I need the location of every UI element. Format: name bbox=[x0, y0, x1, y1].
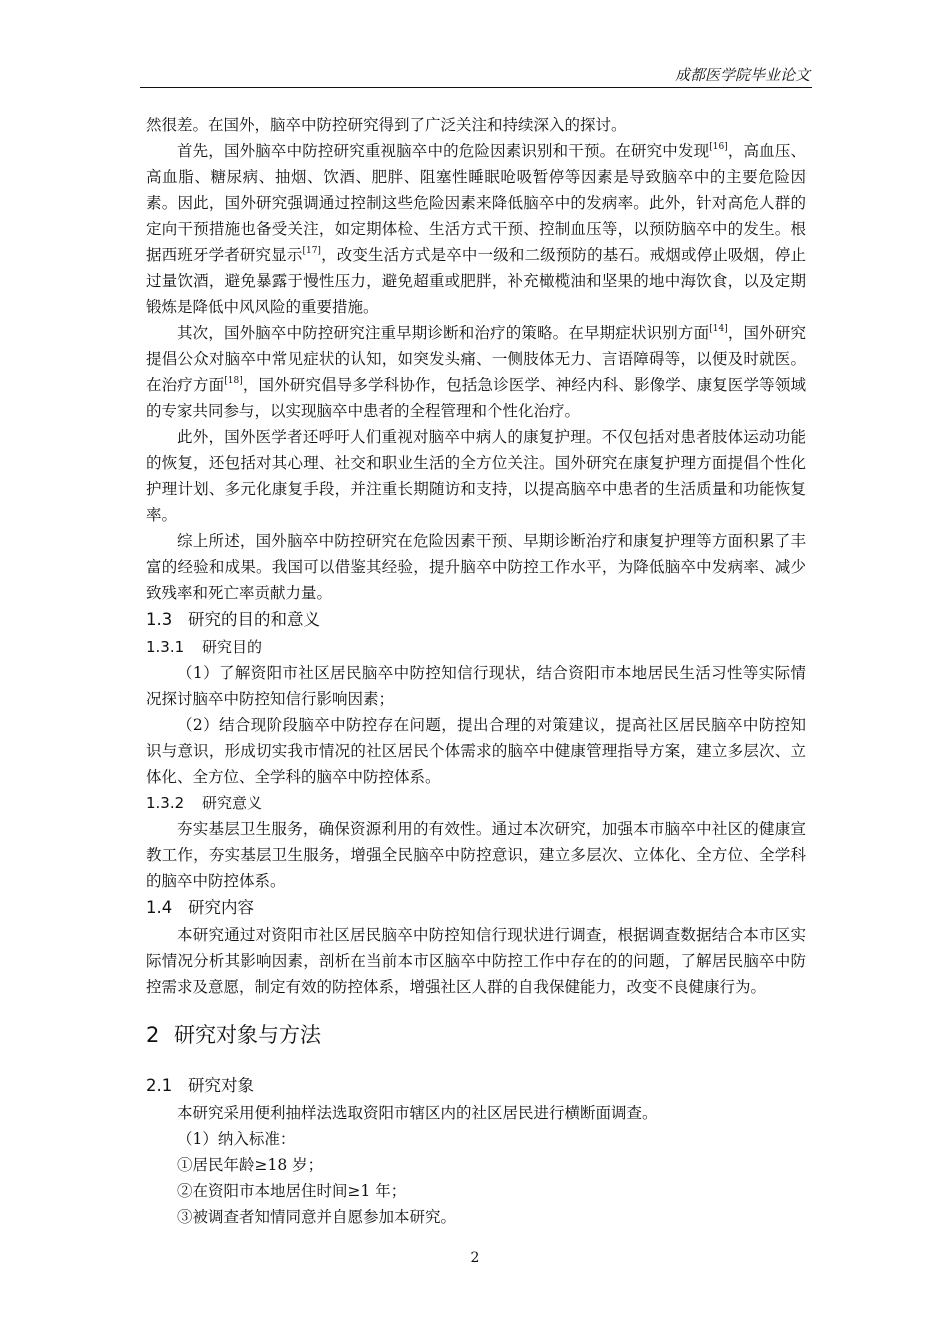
paragraph-text: ，改变生活方式是卒中一级和二级预防的基石。戒烟或停止吸烟，停止过量饮酒，避免暴露于慢性压力，避免超重或肥胖，补充橄榄油和坚果的地中海饮食，以及定期锻炼是降低中风风险的重要措施。 bbox=[146, 246, 806, 316]
page-body bbox=[146, 112, 806, 1230]
paragraph-text: 其次，国外脑卒中防控研究注重早期诊断和治疗的策略。在早期症状识别方面 bbox=[177, 324, 710, 342]
section-number: 1.3.2 bbox=[146, 794, 185, 812]
section-title: 研究内容 bbox=[188, 898, 254, 917]
subjects-paragraph: 本研究采用便利抽样法选取资阳市辖区内的社区居民进行横断面调查。 bbox=[177, 1104, 658, 1122]
inclusion-criteria-label: （1）纳入标准： bbox=[177, 1130, 296, 1148]
paragraph-summary: 综上所述，国外脑卒中防控研究在危险因素干预、早期诊断治疗和康复护理等方面积累了丰富的经验和成果。我国可以借鉴其经验，提升脑卒中防控工作水平，为降低脑卒中发病率、减少致残率和死亡率贡献力量。 bbox=[146, 532, 806, 602]
running-header-title: 成都医学院毕业论文 bbox=[674, 66, 810, 84]
section-heading-1-4 bbox=[146, 894, 806, 922]
objective-item-2: （2）结合现阶段脑卒中防控存在问题，提出合理的对策建议，提高社区居民脑卒中防控知识与意识，形成切实我市情况的社区居民个体需求的脑卒中健康管理指导方案，建立多层次、立体化、全方位、全学科的脑卒中防控体系。 bbox=[146, 716, 806, 786]
inclusion-criterion-1: ①居民年龄≥18 岁； bbox=[177, 1156, 324, 1174]
section-heading-1-3-2 bbox=[146, 790, 806, 816]
citation-18: [18] bbox=[224, 376, 243, 386]
chapter-number: 2 bbox=[146, 1023, 160, 1047]
paragraph-rehabilitation: 此外，国外医学者还呼吁人们重视对脑卒中病人的康复护理。不仅包括对患者肢体运动功能的恢复，还包括对其心理、社交和职业生活的全方位关注。国外研究在康复护理方面提倡个性化护理计划、多元化康复手段，并注重长期随访和支持，以提高脑卒中患者的生活质量和功能恢复率。 bbox=[146, 428, 806, 524]
section-title: 研究意义 bbox=[202, 794, 263, 812]
paragraph-continuation: 然很差。在国外，脑卒中防控研究得到了广泛关注和持续深入的探讨。 bbox=[146, 116, 627, 134]
header-rule bbox=[140, 87, 812, 88]
inclusion-criterion-3: ③被调查者知情同意并自愿参加本研究。 bbox=[177, 1208, 457, 1226]
chapter-heading-2 bbox=[146, 1020, 806, 1050]
section-title: 研究对象 bbox=[188, 1076, 254, 1095]
citation-17: [17] bbox=[302, 246, 321, 256]
section-heading-1-3-1 bbox=[146, 634, 806, 660]
citation-16: [16] bbox=[709, 142, 728, 152]
paragraph-risk-factors bbox=[146, 138, 806, 320]
section-title: 研究目的 bbox=[202, 638, 263, 656]
paragraph-text: ，国外研究倡导多学科协作，包括急诊医学、神经内科、影像学、康复医学等领域的专家共同参与，以实现脑卒中患者的全程管理和个性化治疗。 bbox=[146, 376, 806, 420]
paragraph-text: ，高血压、高血脂、糖尿病、抽烟、饮酒、肥胖、阻塞性睡眠呛吸暂停等因素是导致脑卒中的主要危险因素。因此，国外研究强调通过控制这些危险因素来降低脑卒中的发病率。此外，针对高危人群的定向干预措施也备受关注，如定期体检、生活方式干预、控制血压等，以预防脑卒中的发生。根据西班牙学者研究显示 bbox=[146, 142, 806, 264]
page-number: 2 bbox=[470, 1250, 480, 1266]
section-heading-2-1 bbox=[146, 1072, 806, 1100]
section-number: 1.3.1 bbox=[146, 638, 185, 656]
paragraph-early-diagnosis bbox=[146, 320, 806, 424]
section-number: 1.4 bbox=[146, 898, 173, 917]
inclusion-criterion-2: ②在资阳市本地居住时间≥1 年； bbox=[177, 1182, 407, 1200]
section-number: 1.3 bbox=[146, 610, 173, 629]
section-heading-1-3 bbox=[146, 606, 806, 634]
paragraph-text: 首先，国外脑卒中防控研究重视脑卒中的危险因素识别和干预。在研究中发现 bbox=[177, 142, 710, 160]
research-content-paragraph: 本研究通过对资阳市社区居民脑卒中防控知信行现状进行调查，根据调查数据结合本市区实际情况分析其影响因素，剖析在当前本市区脑卒中防控工作中存在的的问题，了解居民脑卒中防控需求及意愿，制定有效的防控体系，增强社区人群的自我保健能力，改变不良健康行为。 bbox=[146, 926, 806, 996]
section-title: 研究的目的和意义 bbox=[188, 610, 320, 629]
citation-14: [14] bbox=[709, 324, 728, 334]
chapter-title: 研究对象与方法 bbox=[174, 1023, 321, 1047]
objective-item-1: （1）了解资阳市社区居民脑卒中防控知信行现状，结合资阳市本地居民生活习性等实际情况探讨脑卒中防控知信行影响因素； bbox=[146, 664, 806, 708]
significance-paragraph: 夯实基层卫生服务，确保资源利用的有效性。通过本次研究，加强本市脑卒中社区的健康宣教工作，夯实基层卫生服务，增强全民脑卒中防控意识，建立多层次、立体化、全方位、全学科的脑卒中防控体系。 bbox=[146, 820, 806, 890]
section-number: 2.1 bbox=[146, 1076, 173, 1095]
paragraph-text: ，国外研究提倡公众对脑卒中常见症状的认知，如突发头痛、一侧肢体无力、言语障碍等，以便及时就医。在治疗方面 bbox=[146, 324, 806, 394]
